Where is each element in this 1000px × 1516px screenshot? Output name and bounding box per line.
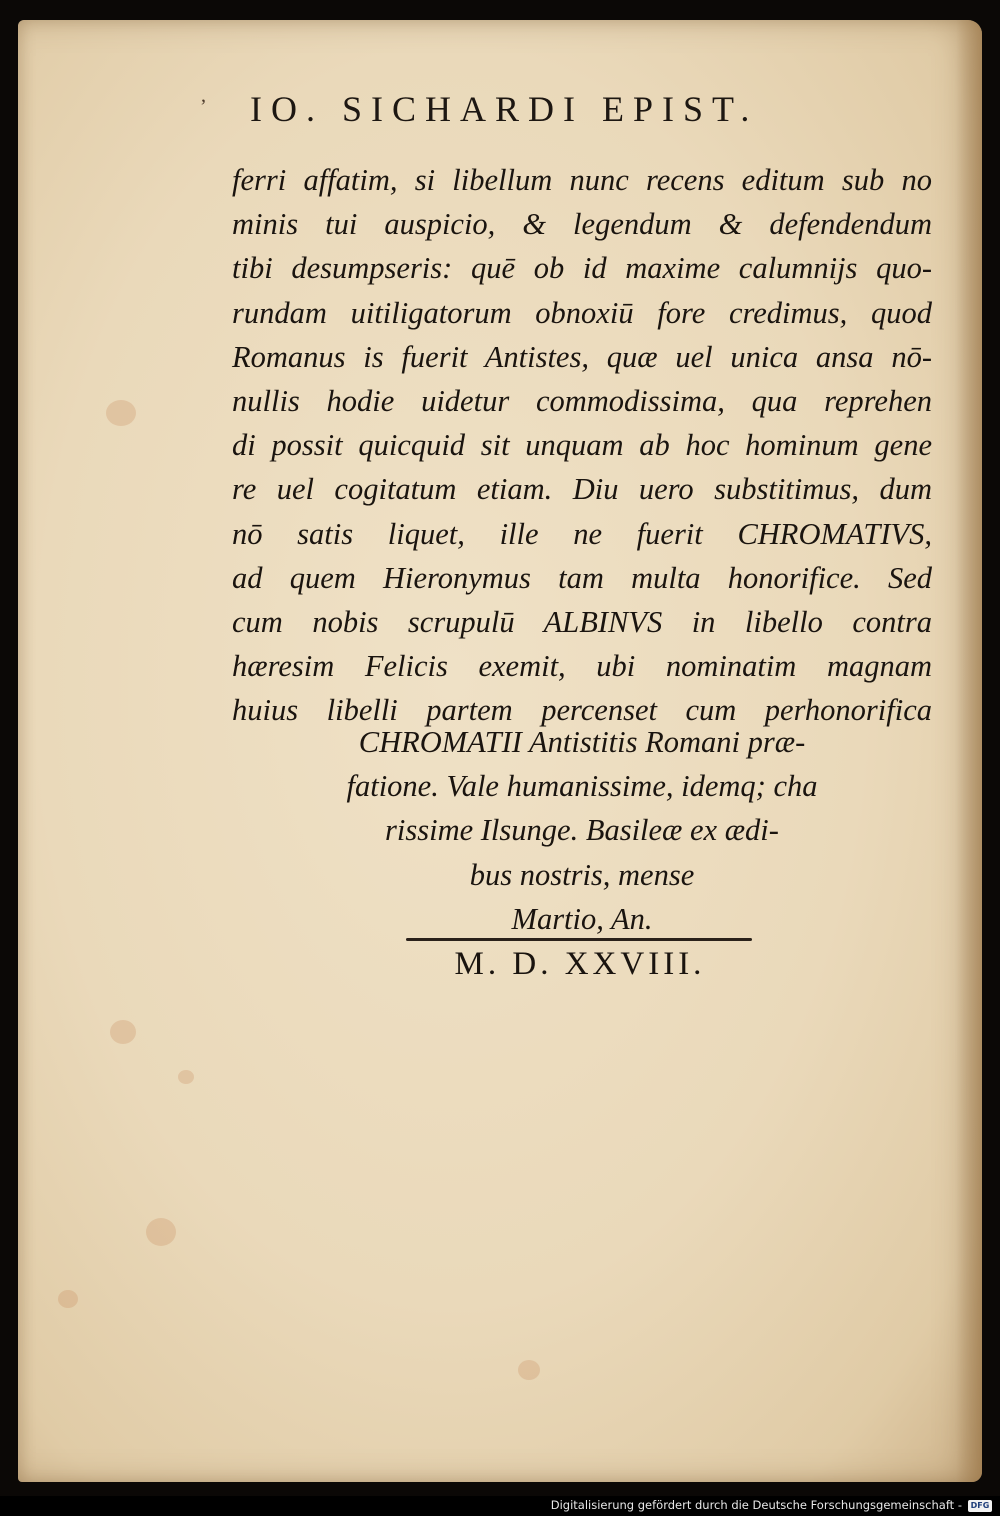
closing-line: CHROMATII Antistitis Romani præ- [358,725,806,759]
margin-mark: ʼ [200,96,207,118]
text-line: re uel cogitatum etiam. Diu uero substitimus, dum [232,472,932,507]
text-line: Romanus is fuerit Antistes, quæ uel unica ansa nō- [232,339,932,374]
text-line: tibi desumpseris: quē ob id maxime calumnijs quo- [232,251,932,286]
closing-line: Martio, An. [511,901,653,936]
colophon-date: M. D. XXVIII. [454,946,706,982]
foxing-spot [518,1360,540,1380]
running-head: IO. SICHARDI EPIST. [250,89,759,129]
body-text [232,158,932,732]
text-line: huius libelli partem percenset cum perhonorifica [232,693,932,728]
text-line: rundam uitiligatorum obnoxiū fore credimus, quod [232,295,932,330]
text-line: ferri affatim, si libellum nunc recens editum sub no [232,163,932,197]
text-line: minis tui auspicio, & legendum & defendendum [232,207,932,242]
closing-line: fatione. Vale humanissime, idemq; cha [346,769,818,804]
date-rule [406,938,752,941]
text-line: di possit quicquid sit unquam ab hoc hominum gene [232,428,932,463]
closing-line: bus nostris, mense [469,857,695,892]
text-line: hæresim Felicis exemit, ubi nominatim magnam [232,649,932,684]
text-line: nullis hodie uidetur commodissima, qua reprehen [232,383,932,418]
foxing-spot [146,1218,176,1246]
closing-line: rissime Ilsunge. Basileæ ex ædi- [385,813,779,848]
text-line: nō satis liquet, ille ne fuerit CHROMATIVS, [232,516,932,551]
closing-block [232,720,932,941]
foxing-spot [106,400,136,426]
foxing-spot [110,1020,136,1044]
foxing-spot [178,1070,194,1084]
foxing-spot [58,1290,78,1308]
text-line: ad quem Hieronymus tam multa honorifice. Sed [232,560,932,595]
text-line: cum nobis scrupulū ALBINVS in libello contra [232,604,932,639]
digitization-credit: Digitalisierung gefördert durch die Deutsche Forschungsgemeinschaft - [550,1498,962,1512]
dfg-logo: DFG [968,1500,992,1512]
page-edge-shadow [956,20,982,1482]
